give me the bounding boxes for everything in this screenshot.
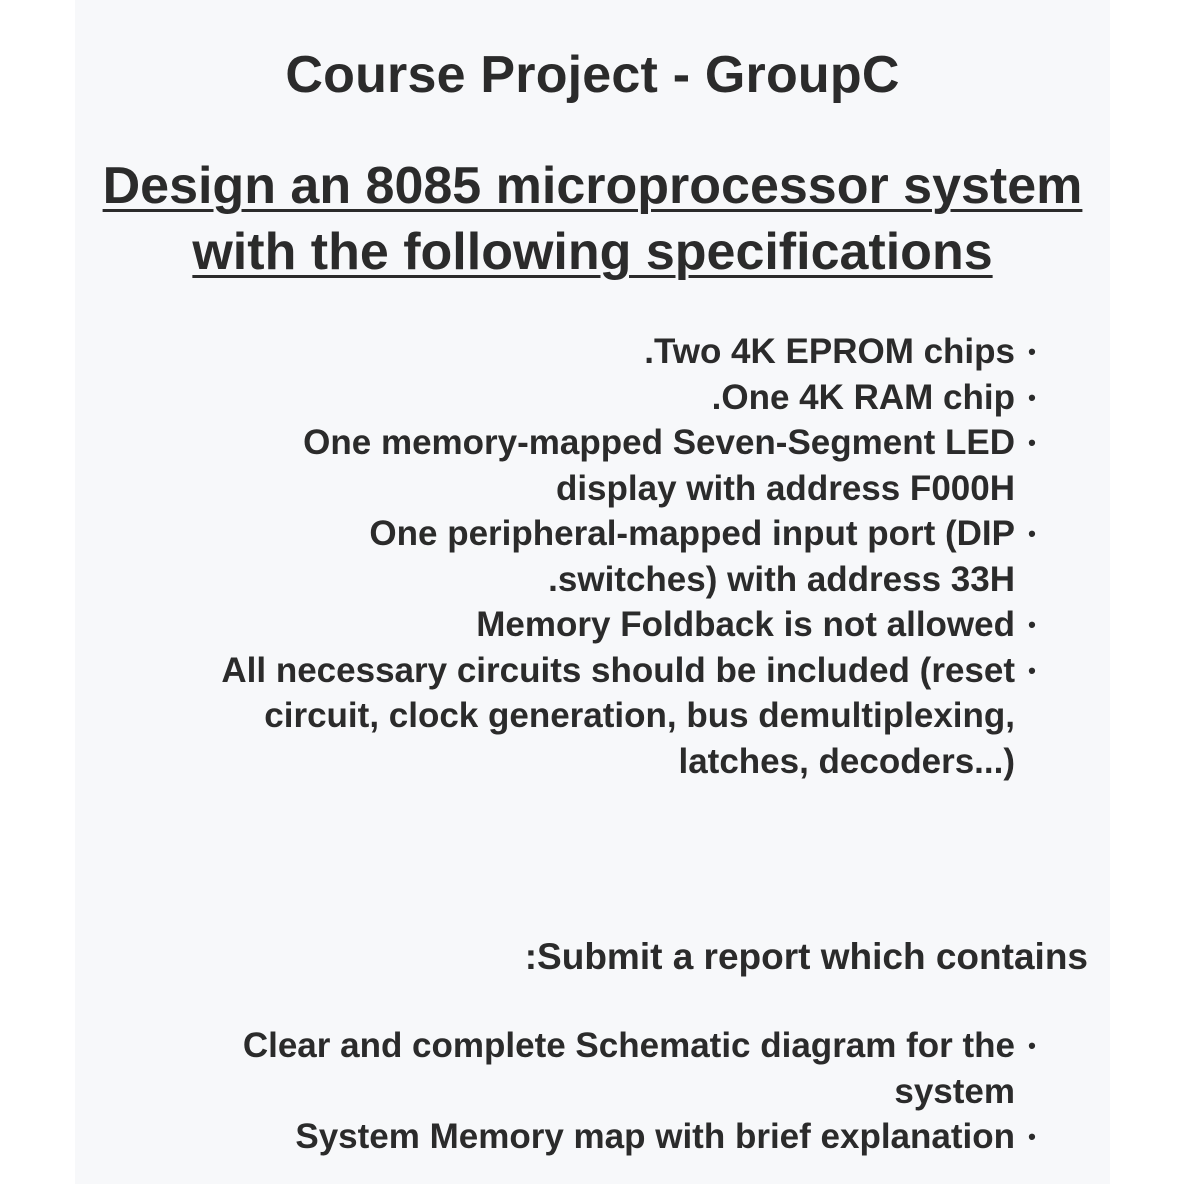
spec-text-eprom: .Two 4K EPROM chips (644, 332, 1015, 371)
bullet-icon: • (1028, 339, 1036, 364)
list-item (135, 1023, 1036, 1114)
spec-text-circuits: All necessary circuits should be included (reset circuit, clock generation, bus demultiplexing, latches, decoders...) (221, 650, 1015, 781)
document-title: Course Project - GroupC (285, 46, 900, 104)
subtitle-line-1: Design an 8085 microprocessor system (102, 157, 1083, 215)
bullet-icon: • (1028, 384, 1036, 410)
list-item (135, 420, 1036, 511)
spec-text-ram: .One 4K RAM chip (711, 377, 1015, 417)
bullet-icon: • (1028, 430, 1036, 455)
list-item (135, 375, 1036, 421)
specifications-list (135, 329, 1036, 784)
list-item (135, 648, 1036, 785)
list-item (135, 602, 1036, 648)
list-item (135, 511, 1036, 602)
list-item (135, 329, 1036, 375)
report-heading: :Submit a report which contains (524, 936, 1088, 977)
spec-text-led: One memory-mapped Seven-Segment LED display with address F000H (303, 423, 1015, 508)
report-text-memory-map: System Memory map with brief explanation (295, 1117, 1015, 1156)
bullet-icon: • (1028, 521, 1036, 546)
report-contents-list (135, 1023, 1036, 1160)
bullet-icon: • (1028, 657, 1036, 683)
bullet-icon: • (1028, 1033, 1036, 1058)
list-item (135, 1114, 1036, 1160)
subtitle-line-2: with the following specifications (192, 223, 993, 281)
spec-text-foldback: Memory Foldback is not allowed (476, 605, 1015, 644)
bullet-icon: • (1028, 1124, 1036, 1149)
document-subtitle (75, 153, 1110, 285)
document-page (75, 0, 1110, 1184)
report-text-schematic: Clear and complete Schematic diagram for the system (242, 1026, 1015, 1111)
bullet-icon: • (1028, 612, 1036, 637)
spec-text-input-port: One peripheral-mapped input port (DIP .switches) with address 33H (369, 514, 1015, 599)
